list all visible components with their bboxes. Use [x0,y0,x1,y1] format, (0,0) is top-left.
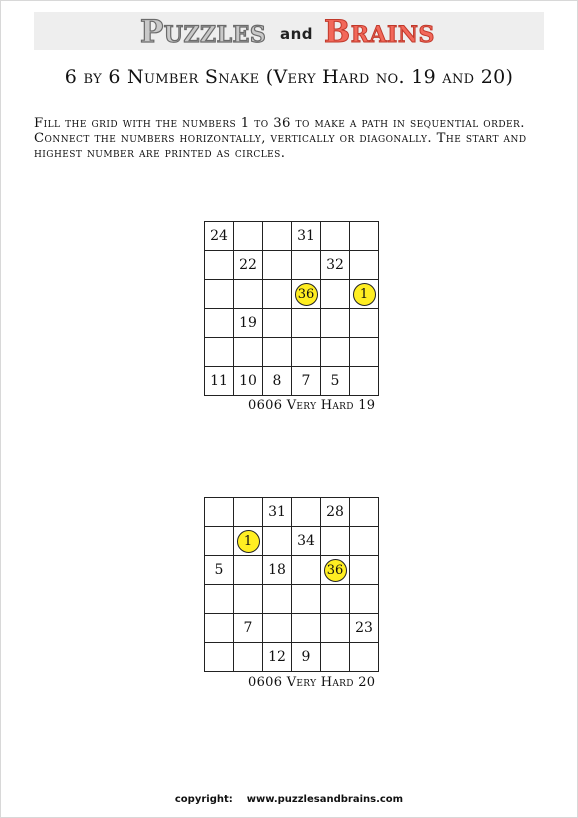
given-number: 19 [239,315,257,331]
grid-cell[interactable] [263,338,292,367]
grid-cell[interactable] [263,614,292,643]
given-number: 7 [243,620,253,636]
given-number: 12 [268,649,286,665]
grid-cell[interactable] [350,251,379,280]
grid-cell[interactable] [205,338,234,367]
instructions-text: Fill the grid with the numbers 1 to 36 to make a path in sequential order. Connect the numbers horizontally, vertically or diagonally. The start and highest number are printed as circles. [34,116,527,161]
grid-cell[interactable] [234,309,263,338]
given-number: 22 [239,257,257,273]
puzzle-grid-20 [204,497,379,672]
grid-cell[interactable] [263,280,292,309]
grid-cell[interactable] [350,498,379,527]
grid-cell[interactable] [205,498,234,527]
grid-cell[interactable] [292,251,321,280]
given-number: 5 [330,373,340,389]
puzzle-grid-19 [204,221,379,396]
grid-cell[interactable] [205,367,234,396]
grid-cell[interactable] [321,280,350,309]
grid-cell[interactable] [234,556,263,585]
grid-cell[interactable] [234,280,263,309]
grid-cell[interactable] [321,498,350,527]
grid-cell[interactable] [234,338,263,367]
grid-cell[interactable] [321,643,350,672]
given-number: 28 [326,504,344,520]
grid-cell[interactable] [292,643,321,672]
grid-cell[interactable] [205,556,234,585]
grid-cell[interactable] [263,527,292,556]
grid-cell[interactable] [350,585,379,614]
given-number: 8 [272,373,282,389]
page-title: 6 by 6 Number Snake (Very Hard no. 19 and 20) [64,66,514,88]
copyright-footer [0,794,578,805]
grid-cell[interactable] [292,309,321,338]
grid-cell[interactable] [292,527,321,556]
website-text: www.puzzlesandbrains.com [246,794,404,805]
circled-number: 36 [324,559,347,582]
given-number: 34 [297,533,315,549]
grid-cell[interactable] [321,527,350,556]
given-number: 31 [297,228,315,244]
grid-cell[interactable] [234,498,263,527]
grid-cell[interactable] [292,498,321,527]
grid-cell[interactable] [292,556,321,585]
grid-cell[interactable] [205,280,234,309]
given-number: 31 [268,504,286,520]
grid-cell[interactable] [350,309,379,338]
grid-cell[interactable] [205,251,234,280]
grid-cell[interactable] [321,614,350,643]
grid-cell[interactable] [263,556,292,585]
grid-cell[interactable] [321,309,350,338]
grid-cell[interactable] [350,556,379,585]
grid-cell[interactable] [234,367,263,396]
circled-number: 1 [353,283,376,306]
copyright-label: copyright: [174,794,233,805]
logo-brains-text: Brains [324,14,435,50]
given-number: 11 [210,373,228,389]
puzzle-caption-20: 0606 Very Hard 20 [248,675,376,690]
grid-cell[interactable] [292,367,321,396]
grid-cell[interactable] [321,367,350,396]
given-number: 18 [268,562,286,578]
grid-cell[interactable] [263,585,292,614]
grid-cell[interactable] [321,585,350,614]
grid-cell[interactable] [321,556,350,585]
grid-cell[interactable] [263,643,292,672]
logo-puzzles-text: Puzzles [140,14,267,50]
circled-number: 36 [295,283,318,306]
grid-cell[interactable] [205,614,234,643]
grid-cell[interactable] [234,643,263,672]
given-number: 32 [326,257,344,273]
given-number: 24 [210,228,228,244]
grid-cell[interactable] [205,643,234,672]
grid-cell[interactable] [350,367,379,396]
grid-cell[interactable] [292,585,321,614]
grid-cell[interactable] [321,251,350,280]
grid-cell[interactable] [263,498,292,527]
grid-cell[interactable] [205,527,234,556]
grid-cell[interactable] [350,338,379,367]
puzzle-caption-19: 0606 Very Hard 19 [248,398,376,413]
grid-cell[interactable] [234,585,263,614]
grid-cell[interactable] [234,222,263,251]
grid-cell[interactable] [263,251,292,280]
grid-cell[interactable] [350,280,379,309]
grid-cell[interactable] [234,614,263,643]
grid-cell[interactable] [205,585,234,614]
given-number: 10 [239,373,257,389]
given-number: 7 [301,373,311,389]
grid-cell[interactable] [205,222,234,251]
grid-cell[interactable] [350,527,379,556]
grid-cell[interactable] [263,222,292,251]
grid-cell[interactable] [292,338,321,367]
grid-cell[interactable] [292,222,321,251]
logo-and-text: and [280,25,314,43]
grid-cell[interactable] [234,527,263,556]
grid-cell[interactable] [263,309,292,338]
grid-cell[interactable] [350,643,379,672]
grid-cell[interactable] [292,280,321,309]
grid-cell[interactable] [350,222,379,251]
grid-cell[interactable] [263,367,292,396]
grid-cell[interactable] [292,614,321,643]
circled-number: 1 [237,530,260,553]
given-number: 5 [214,562,224,578]
grid-cell[interactable] [321,338,350,367]
given-number: 23 [355,620,373,636]
grid-cell[interactable] [205,309,234,338]
grid-cell[interactable] [321,222,350,251]
grid-cell[interactable] [350,614,379,643]
given-number: 9 [301,649,311,665]
grid-cell[interactable] [234,251,263,280]
